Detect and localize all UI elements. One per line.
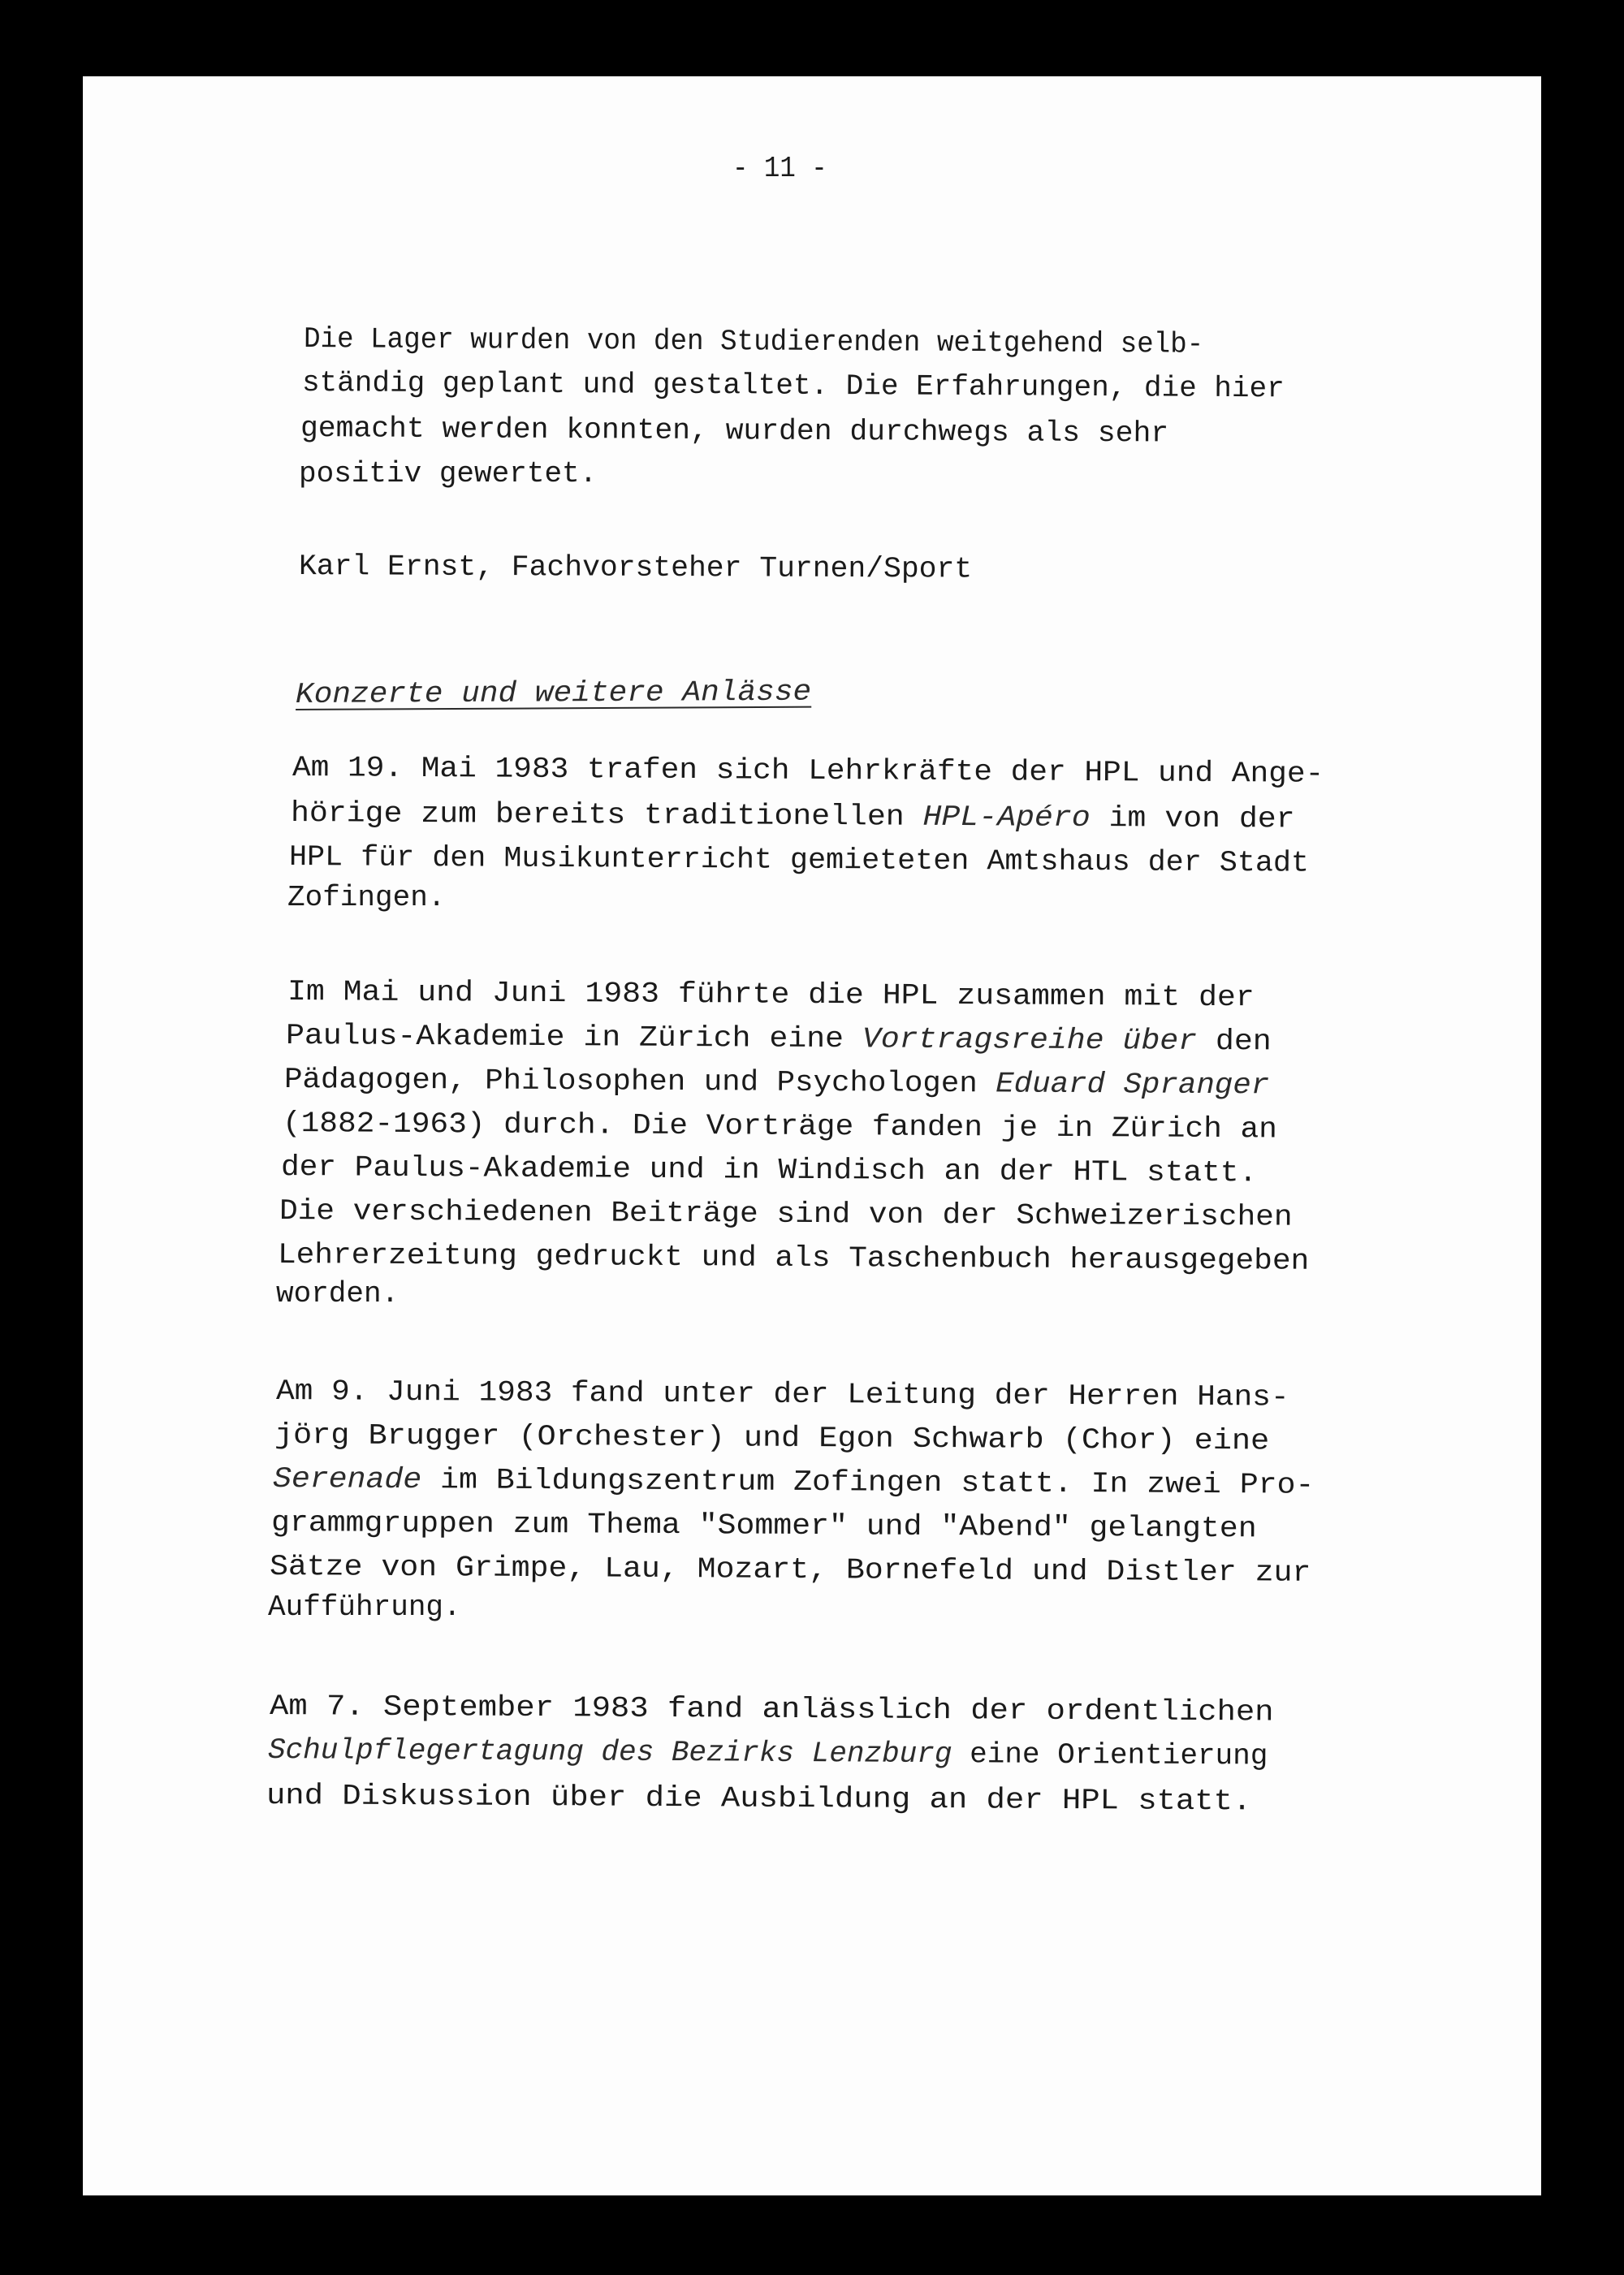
paragraph-5-line-2 — [268, 1733, 1268, 1775]
document-page — [83, 76, 1541, 2195]
paragraph-3-line-2-text-b: den — [1196, 1024, 1272, 1059]
paragraph-5-line-1: Am 7. September 1983 fand anlässlich der ordentlichen — [269, 1690, 1274, 1729]
signature-line: Karl Ernst, Fachvorsteher Turnen/Sport — [298, 550, 973, 586]
section-heading: Konzerte und weitere Anlässe — [295, 675, 812, 711]
paragraph-3-line-1: Im Mai und Juni 1983 führte die HPL zusammen mit der — [287, 975, 1255, 1015]
vortragsreihe-emphasis: Vortragsreihe über — [862, 1022, 1198, 1058]
paragraph-2-line-2-text-b: im von der — [1090, 801, 1295, 836]
paragraph-5-line-3: und Diskussion über die Ausbildung an der HPL statt. — [266, 1779, 1252, 1819]
paragraph-2-line-3: HPL für den Musikunterricht gemieteten Amtshaus der Stadt — [288, 840, 1310, 880]
paragraph-1-line-4: positiv gewertet. — [299, 457, 598, 490]
paragraph-1-line-3: gemacht werden konnten, wurden durchwegs als sehr — [300, 412, 1169, 451]
page-number: - 11 - — [732, 152, 827, 185]
schulpflegertagung-emphasis: Schulpflegertagung des Bezirks Lenzburg — [267, 1733, 952, 1772]
paragraph-2-line-1: Am 19. Mai 1983 trafen sich Lehrkräfte der HPL und Ange- — [292, 751, 1324, 791]
hpl-apero-emphasis: HPL-Apéro — [922, 800, 1091, 835]
paragraph-3-line-3-text-a: Pädagogen, Philosophen und Psychologen — [283, 1063, 996, 1101]
serenade-emphasis: Serenade — [272, 1462, 422, 1497]
paragraph-4-line-3-text-b: im Bildungszentrum Zofingen statt. In zwei Pro- — [421, 1463, 1315, 1502]
paragraph-3-line-2 — [286, 1018, 1272, 1060]
paragraph-3-line-7: Lehrerzeitung gedruckt und als Taschenbuch herausgegeben — [277, 1238, 1310, 1278]
paragraph-3-line-3 — [284, 1062, 1270, 1103]
eduard-spranger-emphasis: Eduard Spranger — [996, 1067, 1270, 1103]
paragraph-4-line-6: Aufführung. — [268, 1591, 461, 1624]
paragraph-5-line-2-text-b: eine Orientierung — [952, 1738, 1268, 1773]
paragraph-4-line-5: Sätze von Grimpe, Lau, Mozart, Bornefeld und Distler zur — [269, 1550, 1311, 1590]
paragraph-3-line-5: der Paulus-Akademie und in Windisch an der HTL statt. — [280, 1150, 1258, 1190]
paragraph-2-line-2-text-a: hörige zum bereits traditionellen — [290, 796, 923, 834]
paragraph-3-line-8: worden. — [276, 1277, 400, 1310]
paragraph-4-line-4: grammgruppen zum Thema "Sommer" und "Abend" gelangten — [270, 1506, 1257, 1546]
paragraph-3-line-2-text-a: Paulus-Akademie in Zürich eine — [285, 1019, 863, 1056]
paragraph-4-line-3 — [273, 1461, 1315, 1504]
paragraph-1-line-1: Die Lager wurden von den Studierenden weitgehend selb- — [303, 322, 1204, 361]
paragraph-2-line-2 — [291, 796, 1295, 838]
paragraph-4-line-1: Am 9. Juni 1983 fand unter der Leitung der Herren Hans- — [275, 1375, 1289, 1414]
paragraph-3-line-4: (1882-1963) durch. Die Vorträge fanden je in Zürich an — [282, 1107, 1278, 1146]
paragraph-1-line-2: ständig geplant und gestaltet. Die Erfahrungen, die hier — [301, 366, 1285, 406]
paragraph-4-line-2: jörg Brugger (Orchester) und Egon Schwarb (Chor) eine — [274, 1418, 1270, 1458]
paragraph-3-line-6: Die verschiedenen Beiträge sind von der Schweizerischen — [279, 1194, 1293, 1234]
paragraph-2-line-4: Zofingen. — [287, 881, 446, 914]
